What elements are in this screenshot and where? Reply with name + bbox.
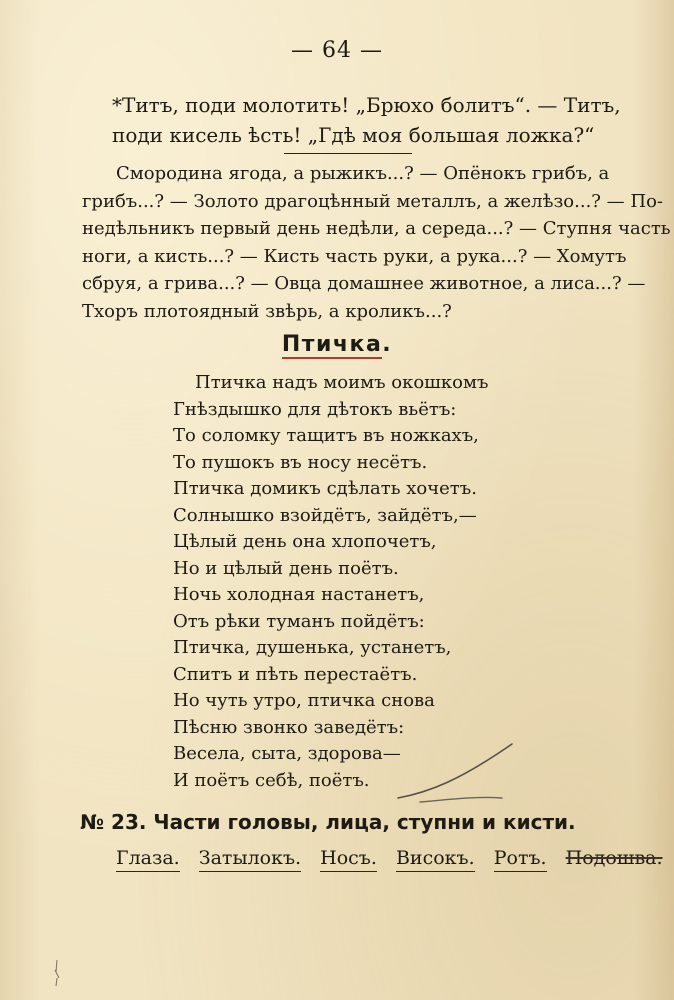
paragraph-line: Смородина ягода, а рыжикъ...? — Опёнокъ грибъ, а <box>116 163 610 184</box>
word-item: Затылокъ. <box>199 847 301 872</box>
poem-line: То пушокъ въ носу несётъ. <box>173 451 428 473</box>
separator-rule <box>284 153 412 154</box>
poem-line: Спитъ и пѣть перестаётъ. <box>173 663 418 685</box>
word-item-struck: Подошва. <box>565 847 663 869</box>
analogy-paragraph <box>82 160 671 325</box>
poem-line: Пѣсню звонко заведётъ: <box>173 716 405 738</box>
pencil-mark <box>390 740 520 810</box>
poem-title <box>0 332 674 357</box>
poem-line: Но чуть утро, птичка снова <box>173 690 435 711</box>
margin-mark <box>52 958 62 988</box>
poem-title-text: Птичка <box>281 332 383 357</box>
poem-line: Солнышко взойдётъ, зайдётъ,— <box>173 504 477 526</box>
poem-line: Гнѣздышко для дѣтокъ вьётъ: <box>173 398 457 420</box>
word-list <box>116 847 663 872</box>
poem-line: Весела, сыта, здорова— <box>173 743 401 764</box>
word-item: Носъ. <box>320 847 377 872</box>
page-number: — 64 — <box>291 38 383 63</box>
word-item: Високъ. <box>396 847 475 872</box>
poem-line: Ночь холодная настанетъ, <box>173 584 425 605</box>
riddle-text <box>82 90 642 150</box>
word-item: Ротъ. <box>494 847 547 872</box>
paragraph-line: Тхоръ плотоядный звѣрь, а кроликъ...? <box>82 300 452 322</box>
riddle-line: поди кисель ѣсть! „Гдѣ моя большая ложка?“ <box>112 123 595 147</box>
poem-line: Отъ рѣки туманъ пойдётъ: <box>173 610 425 632</box>
poem-line: Цѣлый день она хлопочетъ, <box>173 531 437 552</box>
poem-line: Но и цѣлый день поётъ. <box>173 557 399 579</box>
paragraph-line: ноги, а кисть...? — Кисть часть руки, а рука...? — Хомутъ <box>82 245 627 267</box>
riddle-line: *Титъ, поди молотить! „Брюхо болитъ“. — Титъ, <box>112 93 621 117</box>
paragraph-line: грибъ...? — Золото драгоцѣнный металлъ, а желѣзо...? — По- <box>82 190 664 212</box>
section-heading: № 23. Части головы, лица, ступни и кисти. <box>80 810 576 834</box>
word-item: Глаза. <box>116 847 180 872</box>
poem-body <box>173 370 613 794</box>
paragraph-line: недѣльникъ первый день недѣли, а середа...? — Ступня часть <box>82 218 671 239</box>
poem-title-dot: . <box>382 332 393 357</box>
poem-line: Птичка домикъ сдѣлать хочетъ. <box>173 478 477 499</box>
paragraph-line: сбруя, а грива...? — Овца домашнее животное, а лиса...? — <box>82 273 646 294</box>
poem-line: То соломку тащитъ въ ножкахъ, <box>173 425 479 446</box>
poem-line: Птичка, душенька, устанетъ, <box>173 637 452 658</box>
poem-line: И поётъ себѣ, поётъ. <box>173 769 370 791</box>
poem-line: Птичка надъ моимъ окошкомъ <box>195 372 489 393</box>
